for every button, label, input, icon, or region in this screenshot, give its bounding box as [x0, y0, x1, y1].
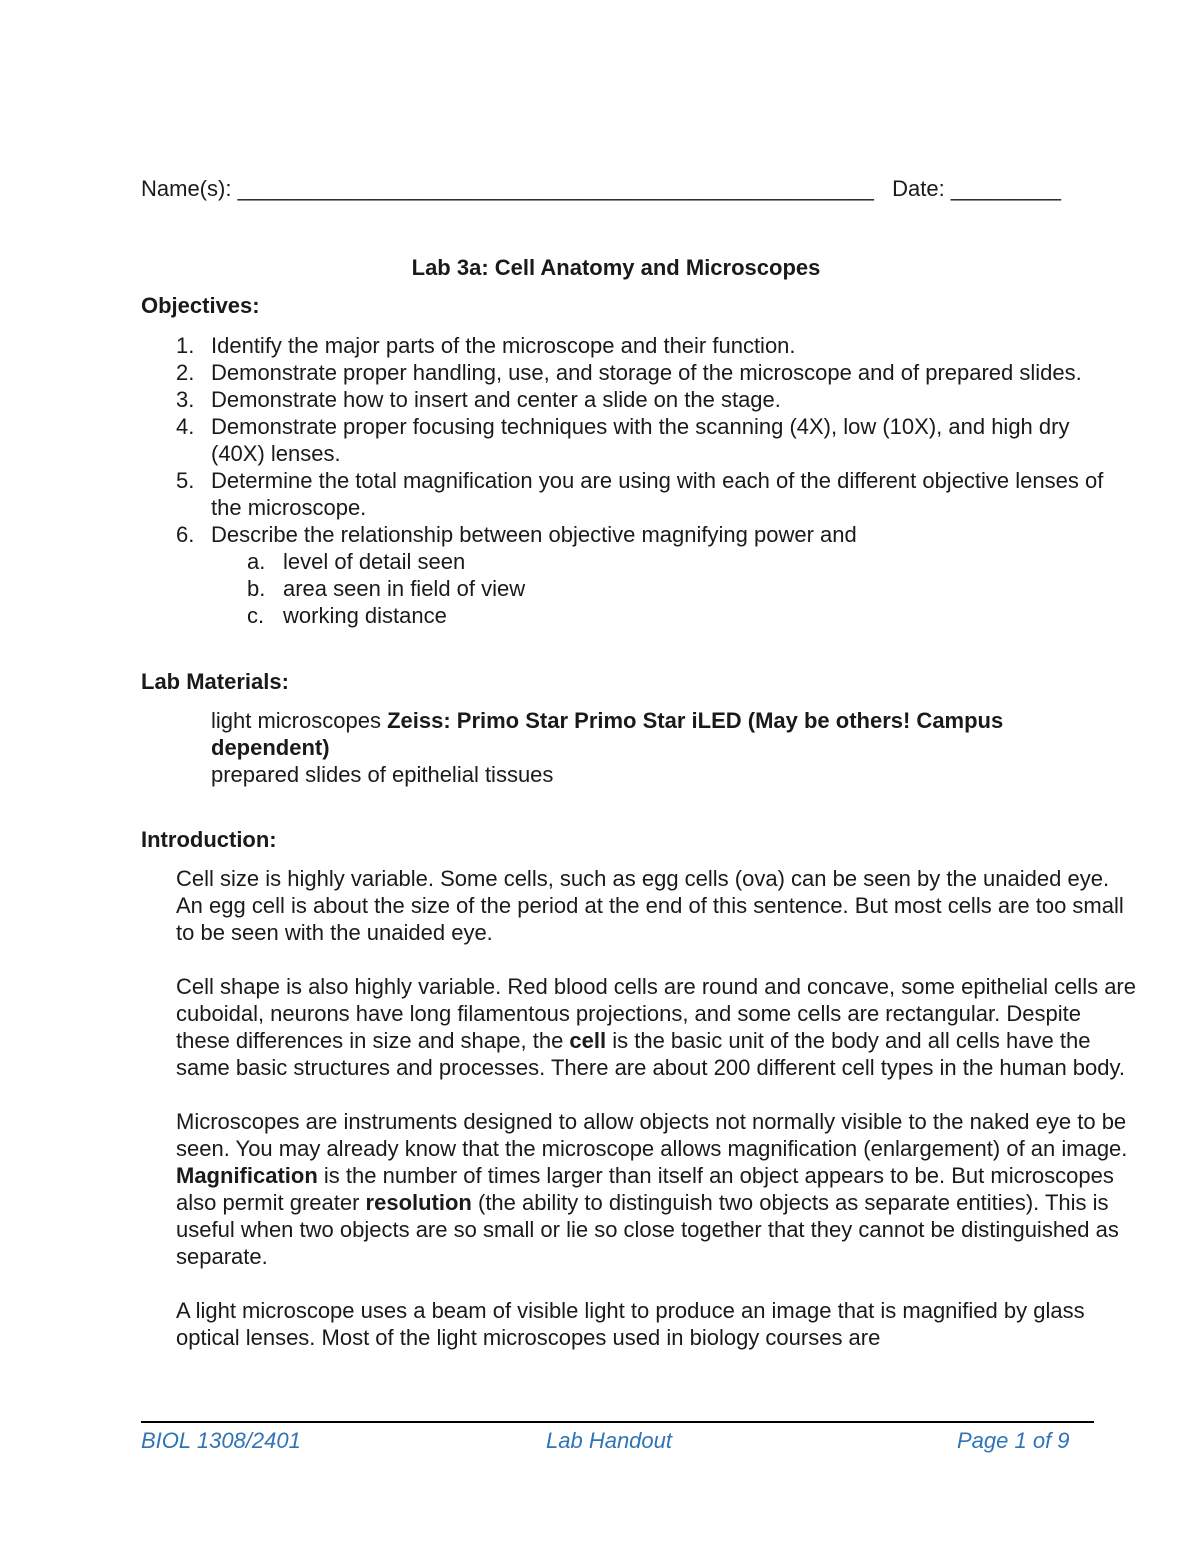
list-item: 3. Demonstrate how to insert and center a slide on the stage. — [176, 387, 781, 412]
materials-slides: prepared slides of epithelial tissues — [211, 762, 554, 787]
footer-center: Lab Handout — [546, 1428, 672, 1453]
footer-course: BIOL 1308/2401 — [141, 1428, 301, 1453]
intro-paragraph-cell-shape: Cell shape is also highly variable. Red blood cells are round and concave, some epithelial cells are cuboidal, neurons have long filamentous projections, and some cells are rectangular. Despite these differences in size and shape, the cell is the basic unit of the body and all cells have the same basic structures and processes. There are about 200 different cell types in the human body. — [176, 974, 1136, 1080]
name-label: Name(s): — [141, 176, 232, 201]
introduction-heading: Introduction: — [141, 827, 277, 852]
introduction-body — [176, 865, 1136, 1378]
materials-microscopes: light microscopes Zeiss: Primo Star Primo Star iLED (May be others! Campus dependent) — [211, 708, 1004, 760]
list-item: 4. Demonstrate proper focusing techniques with the scanning (4X), low (10X), and high dry (40X) lenses. — [176, 414, 1070, 466]
list-item: 5. Determine the total magnification you are using with each of the different objective lenses of the microscope. — [176, 468, 1104, 520]
list-item: 1. Identify the major parts of the microscope and their function. — [176, 333, 796, 358]
footer-page-number: Page 1 of 9 — [957, 1428, 1070, 1453]
intro-paragraph-cell-size: Cell size is highly variable. Some cells, such as egg cells (ova) can be seen by the unaided eye. An egg cell is about the size of the period at the end of this sentence. But most cells are too small to be seen with the unaided eye. — [176, 866, 1124, 945]
list-subitem: c. working distance — [247, 603, 447, 628]
objectives-heading: Objectives: — [141, 293, 260, 318]
list-subitem: a. level of detail seen — [247, 549, 466, 574]
name-blank: ____________________________________________________ — [237, 176, 874, 201]
materials-heading: Lab Materials: — [141, 669, 289, 694]
list-subitem: b. area seen in field of view — [247, 576, 526, 601]
footer-divider — [141, 1421, 1094, 1423]
intro-paragraph-microscopes: Microscopes are instruments designed to allow objects not normally visible to the naked eye to be seen. You may already know that the microscope allows magnification (enlargement) of an image. Magnification is the number of times larger than itself an object appears to be. But microscopes also permit greater resolution (the ability to distinguish two objects as separate entities). This is useful when two objects are so small or lie so close together that they cannot be distinguished as separate. — [176, 1109, 1128, 1269]
list-item: 2. Demonstrate proper handling, use, and storage of the microscope and of prepared slides. — [176, 360, 1082, 385]
materials-list — [211, 707, 1101, 788]
objectives-list — [176, 332, 1106, 629]
intro-paragraph-light-microscope: A light microscope uses a beam of visible light to produce an image that is magnified by glass optical lenses. Most of the light microscopes used in biology courses are — [176, 1298, 1085, 1350]
list-item: 6. Describe the relationship between objective magnifying power and — [176, 522, 857, 547]
date-blank: _________ — [950, 176, 1062, 201]
name-date-line — [141, 176, 1061, 202]
document-title: Lab 3a: Cell Anatomy and Microscopes — [411, 255, 821, 280]
date-label: Date: — [892, 176, 945, 201]
